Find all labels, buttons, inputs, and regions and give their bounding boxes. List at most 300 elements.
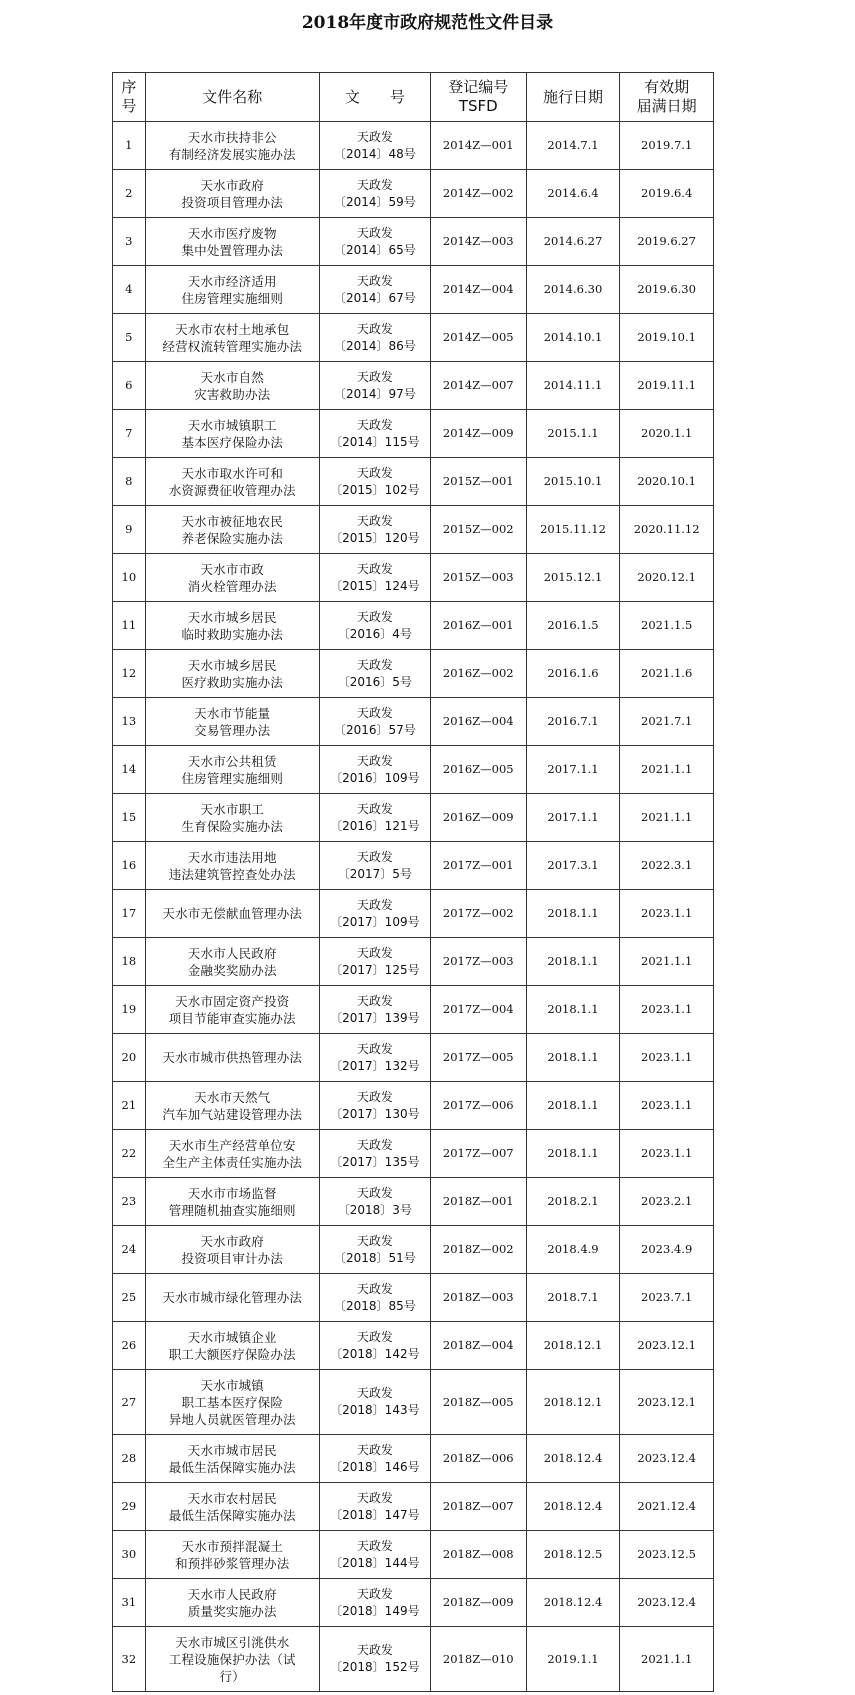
expiry-date-cell: 2023.12.1 [620, 1370, 714, 1435]
doc-number-cell [319, 602, 430, 650]
expiry-date-cell: 2019.6.30 [620, 266, 714, 314]
doc-number-line: 〔2017〕125号 [330, 962, 420, 977]
row-number-cell: 7 [113, 410, 146, 458]
doc-number-cell [319, 650, 430, 698]
header-expiry-date [620, 73, 714, 122]
expiry-date-cell: 2023.1.1 [620, 890, 714, 938]
row-number-cell: 29 [113, 1483, 146, 1531]
expiry-date-cell: 2021.7.1 [620, 698, 714, 746]
doc-number-line: 〔2018〕85号 [333, 1298, 416, 1313]
doc-number-cell [319, 1322, 430, 1370]
doc-number-cell [319, 170, 430, 218]
table-row [113, 1579, 714, 1627]
doc-number-line: 天政发 [356, 1442, 393, 1457]
file-name-line: 天水市城乡居民 [187, 609, 277, 625]
file-name-line: 住房管理实施细则 [181, 770, 284, 786]
doc-number-cell [319, 1082, 430, 1130]
doc-number-line: 天政发 [356, 609, 393, 624]
file-name-cell [145, 602, 319, 650]
doc-number-line: 天政发 [356, 1329, 393, 1344]
table-row [113, 1130, 714, 1178]
file-name-line: 天水市医疗废物 [187, 225, 277, 241]
file-name-line: 天水市城市居民 [187, 1442, 277, 1458]
file-name-line: 天水市农村居民 [187, 1490, 277, 1506]
file-name-line: 违法建筑管控查处办法 [168, 866, 296, 882]
doc-number-line: 天政发 [356, 1185, 393, 1200]
doc-number-line: 天政发 [356, 129, 393, 144]
file-name-cell [145, 938, 319, 986]
expiry-date-cell: 2023.1.1 [620, 1130, 714, 1178]
table-row [113, 314, 714, 362]
file-name-line: 质量奖实施办法 [187, 1603, 277, 1619]
file-name-line: 天水市节能量 [194, 705, 271, 721]
registration-number-cell: 2016Z—002 [430, 650, 526, 698]
header-no-line: 序 [121, 78, 137, 96]
effective-date-cell: 2017.3.1 [526, 842, 620, 890]
registration-number-cell: 2014Z—001 [430, 122, 526, 170]
file-name-line: 金融奖奖励办法 [187, 962, 277, 978]
doc-number-line: 天政发 [356, 321, 393, 336]
registration-number-cell: 2018Z—005 [430, 1370, 526, 1435]
row-number-cell: 30 [113, 1531, 146, 1579]
file-name-line: 交易管理办法 [194, 722, 271, 738]
doc-number-line: 〔2014〕67号 [333, 290, 416, 305]
effective-date-cell: 2019.1.1 [526, 1627, 620, 1692]
file-name-cell [145, 170, 319, 218]
file-name-line: 天水市农村土地承包 [175, 321, 290, 337]
registration-number-cell: 2018Z—007 [430, 1483, 526, 1531]
file-name-line: 工程设施保护办法（试 [168, 1651, 296, 1667]
file-name-line: 项目节能审查实施办法 [168, 1010, 296, 1026]
file-name-cell [145, 362, 319, 410]
doc-number-line: 〔2014〕48号 [333, 146, 416, 161]
file-name-cell [145, 1579, 319, 1627]
doc-number-line: 〔2017〕130号 [330, 1106, 420, 1121]
expiry-date-cell: 2021.1.1 [620, 794, 714, 842]
header-reg-line: 登记编号 [448, 78, 509, 96]
registration-number-cell: 2017Z—004 [430, 986, 526, 1034]
header-expiry-line: 有效期 [644, 78, 690, 96]
doc-number-cell [319, 938, 430, 986]
table-row [113, 506, 714, 554]
doc-number-cell [319, 1226, 430, 1274]
doc-number-line: 天政发 [356, 561, 393, 576]
registration-number-cell: 2018Z—010 [430, 1627, 526, 1692]
file-name-cell [145, 554, 319, 602]
file-name-line: 最低生活保障实施办法 [168, 1459, 296, 1475]
table-row [113, 650, 714, 698]
file-name-line: 天水市固定资产投资 [175, 993, 290, 1009]
expiry-date-cell: 2023.4.9 [620, 1226, 714, 1274]
file-name-line: 天水市取水许可和 [181, 465, 284, 481]
file-name-cell [145, 842, 319, 890]
row-number-cell: 31 [113, 1579, 146, 1627]
header-effective-date: 施行日期 [526, 73, 620, 122]
file-name-line: 异地人员就医管理办法 [168, 1411, 296, 1427]
doc-number-line: 天政发 [356, 1386, 393, 1400]
row-number-cell: 20 [113, 1034, 146, 1082]
doc-number-cell [319, 554, 430, 602]
registration-number-cell: 2016Z—004 [430, 698, 526, 746]
file-name-cell [145, 1034, 319, 1082]
file-name-cell [145, 122, 319, 170]
doc-number-line: 〔2014〕115号 [330, 434, 420, 449]
table-row [113, 890, 714, 938]
doc-number-line: 天政发 [356, 513, 393, 528]
effective-date-cell: 2014.10.1 [526, 314, 620, 362]
row-number-cell: 11 [113, 602, 146, 650]
file-name-line: 天水市城区引洮供水 [175, 1634, 290, 1650]
file-name-line: 天水市城镇企业 [187, 1329, 277, 1345]
file-name-cell [145, 1178, 319, 1226]
doc-number-cell [319, 1483, 430, 1531]
expiry-date-cell: 2023.12.5 [620, 1531, 714, 1579]
doc-number-line: 天政发 [356, 801, 393, 816]
row-number-cell: 6 [113, 362, 146, 410]
doc-number-line: 〔2015〕124号 [330, 578, 420, 593]
header-doc-number: 文 号 [319, 73, 430, 122]
file-name-line: 经营权流转管理实施办法 [162, 338, 303, 354]
file-name-line: 住房管理实施细则 [181, 290, 284, 306]
table-row [113, 1034, 714, 1082]
registration-number-cell: 2015Z—003 [430, 554, 526, 602]
doc-number-line: 天政发 [356, 1643, 393, 1657]
table-row [113, 986, 714, 1034]
file-name-line: 天水市市政 [200, 561, 264, 577]
expiry-date-cell: 2023.12.4 [620, 1579, 714, 1627]
effective-date-cell: 2017.1.1 [526, 746, 620, 794]
doc-number-cell [319, 1435, 430, 1483]
file-name-line: 管理随机抽查实施细则 [168, 1202, 296, 1218]
row-number-cell: 3 [113, 218, 146, 266]
file-name-line: 天水市公共租赁 [187, 753, 277, 769]
doc-number-cell [319, 986, 430, 1034]
file-name-line: 天水市扶持非公 [187, 129, 277, 145]
file-name-line: 天水市无偿献血管理办法 [162, 906, 303, 921]
doc-number-cell [319, 1370, 430, 1435]
registration-number-cell: 2016Z—005 [430, 746, 526, 794]
table-row [113, 746, 714, 794]
table-row [113, 410, 714, 458]
file-name-line: 职工基本医疗保险 [181, 1394, 284, 1410]
doc-number-line: 天政发 [356, 273, 393, 288]
effective-date-cell: 2018.12.4 [526, 1435, 620, 1483]
doc-number-cell [319, 746, 430, 794]
file-name-cell [145, 410, 319, 458]
file-name-cell [145, 650, 319, 698]
expiry-date-cell: 2022.3.1 [620, 842, 714, 890]
file-name-line: 天水市城市供热管理办法 [162, 1050, 303, 1065]
doc-number-cell [319, 1579, 430, 1627]
registration-number-cell: 2014Z—002 [430, 170, 526, 218]
table-row [113, 266, 714, 314]
row-number-cell: 18 [113, 938, 146, 986]
row-number-cell: 16 [113, 842, 146, 890]
file-name-cell [145, 1274, 319, 1322]
effective-date-cell: 2018.12.1 [526, 1370, 620, 1435]
doc-number-cell [319, 794, 430, 842]
file-name-line: 天水市预拌混凝土 [181, 1538, 284, 1554]
registration-number-cell: 2018Z—004 [430, 1322, 526, 1370]
expiry-date-cell: 2021.12.4 [620, 1483, 714, 1531]
doc-number-line: 〔2016〕4号 [337, 626, 412, 641]
doc-number-cell [319, 1627, 430, 1692]
doc-number-line: 天政发 [356, 1041, 393, 1056]
file-name-line: 天水市城市绿化管理办法 [162, 1290, 303, 1305]
file-name-line: 天水市城乡居民 [187, 657, 277, 673]
table-row [113, 938, 714, 986]
expiry-date-cell: 2019.7.1 [620, 122, 714, 170]
doc-number-line: 天政发 [356, 177, 393, 192]
effective-date-cell: 2018.12.4 [526, 1579, 620, 1627]
effective-date-cell: 2018.7.1 [526, 1274, 620, 1322]
row-number-cell: 23 [113, 1178, 146, 1226]
registration-number-cell: 2014Z—005 [430, 314, 526, 362]
table-row [113, 602, 714, 650]
file-name-line: 消火栓管理办法 [187, 578, 277, 594]
file-name-line: 天水市职工 [200, 801, 264, 817]
effective-date-cell: 2018.2.1 [526, 1178, 620, 1226]
doc-number-line: 〔2018〕146号 [330, 1459, 420, 1474]
file-name-cell [145, 458, 319, 506]
file-name-line: 天水市政府 [200, 177, 264, 193]
registration-number-cell: 2014Z—004 [430, 266, 526, 314]
row-number-cell: 27 [113, 1370, 146, 1435]
expiry-date-cell: 2020.12.1 [620, 554, 714, 602]
effective-date-cell: 2018.12.5 [526, 1531, 620, 1579]
effective-date-cell: 2018.1.1 [526, 1130, 620, 1178]
doc-number-line: 天政发 [356, 1089, 393, 1104]
file-name-line: 投资项目管理办法 [181, 194, 284, 210]
file-name-cell [145, 506, 319, 554]
row-number-cell: 32 [113, 1627, 146, 1692]
file-name-line: 天水市城镇 [200, 1377, 264, 1393]
expiry-date-cell: 2021.1.1 [620, 938, 714, 986]
file-name-cell [145, 1531, 319, 1579]
doc-number-line: 天政发 [356, 1281, 393, 1296]
effective-date-cell: 2016.7.1 [526, 698, 620, 746]
registration-number-cell: 2017Z—003 [430, 938, 526, 986]
row-number-cell: 26 [113, 1322, 146, 1370]
row-number-cell: 24 [113, 1226, 146, 1274]
effective-date-cell: 2014.7.1 [526, 122, 620, 170]
table-header-row [113, 73, 714, 122]
doc-number-cell [319, 218, 430, 266]
doc-number-cell [319, 122, 430, 170]
registration-number-cell: 2018Z—009 [430, 1579, 526, 1627]
effective-date-cell: 2014.6.30 [526, 266, 620, 314]
file-name-line: 行） [219, 1668, 245, 1684]
file-name-cell [145, 1082, 319, 1130]
doc-number-cell [319, 410, 430, 458]
expiry-date-cell: 2023.12.1 [620, 1322, 714, 1370]
file-name-cell [145, 218, 319, 266]
table-row [113, 170, 714, 218]
row-number-cell: 19 [113, 986, 146, 1034]
doc-number-cell [319, 1178, 430, 1226]
registration-number-cell: 2018Z—008 [430, 1531, 526, 1579]
table-row [113, 1627, 714, 1692]
file-name-line: 灾害救助办法 [194, 386, 271, 402]
table-body [113, 122, 714, 1692]
file-name-line: 天水市自然 [200, 369, 264, 385]
expiry-date-cell: 2021.1.6 [620, 650, 714, 698]
header-no-line: 号 [121, 97, 137, 115]
doc-number-line: 〔2018〕152号 [330, 1660, 420, 1674]
registration-number-cell: 2018Z—003 [430, 1274, 526, 1322]
file-name-line: 汽车加气站建设管理办法 [162, 1106, 303, 1122]
doc-number-line: 〔2018〕51号 [333, 1250, 416, 1265]
file-name-line: 和预拌砂浆管理办法 [175, 1555, 290, 1571]
file-name-cell [145, 1130, 319, 1178]
doc-number-line: 〔2018〕3号 [337, 1202, 412, 1217]
registration-number-cell: 2014Z—003 [430, 218, 526, 266]
table-row [113, 1226, 714, 1274]
file-name-line: 最低生活保障实施办法 [168, 1507, 296, 1523]
effective-date-cell: 2015.10.1 [526, 458, 620, 506]
effective-date-cell: 2017.1.1 [526, 794, 620, 842]
file-name-cell [145, 1370, 319, 1435]
registration-number-cell: 2018Z—001 [430, 1178, 526, 1226]
expiry-date-cell: 2021.1.1 [620, 1627, 714, 1692]
expiry-date-cell: 2023.1.1 [620, 986, 714, 1034]
row-number-cell: 25 [113, 1274, 146, 1322]
table-row [113, 1435, 714, 1483]
table-row [113, 218, 714, 266]
registration-number-cell: 2016Z—009 [430, 794, 526, 842]
row-number-cell: 13 [113, 698, 146, 746]
file-name-cell [145, 1226, 319, 1274]
doc-number-cell [319, 314, 430, 362]
doc-number-line: 〔2017〕5号 [337, 866, 412, 881]
file-name-cell [145, 314, 319, 362]
file-name-cell [145, 1322, 319, 1370]
row-number-cell: 2 [113, 170, 146, 218]
doc-number-line: 天政发 [356, 849, 393, 864]
registration-number-cell: 2015Z—002 [430, 506, 526, 554]
row-number-cell: 21 [113, 1082, 146, 1130]
effective-date-cell: 2018.1.1 [526, 986, 620, 1034]
doc-number-line: 天政发 [356, 1233, 393, 1248]
file-name-line: 职工大额医疗保险办法 [168, 1346, 296, 1362]
header-no [113, 73, 146, 122]
doc-number-line: 天政发 [356, 1538, 393, 1553]
table-row [113, 1531, 714, 1579]
doc-number-line: 天政发 [356, 1490, 393, 1505]
row-number-cell: 14 [113, 746, 146, 794]
table-row [113, 842, 714, 890]
row-number-cell: 28 [113, 1435, 146, 1483]
file-name-cell [145, 698, 319, 746]
row-number-cell: 17 [113, 890, 146, 938]
registration-number-cell: 2018Z—006 [430, 1435, 526, 1483]
registration-number-cell: 2017Z—005 [430, 1034, 526, 1082]
effective-date-cell: 2018.1.1 [526, 890, 620, 938]
header-expiry-line: 届满日期 [636, 97, 697, 115]
row-number-cell: 8 [113, 458, 146, 506]
file-name-line: 天水市人民政府 [187, 1586, 277, 1602]
file-name-line: 水资源费征收管理办法 [168, 482, 296, 498]
doc-number-line: 天政发 [356, 897, 393, 912]
doc-number-line: 天政发 [356, 225, 393, 240]
file-name-cell [145, 890, 319, 938]
registration-number-cell: 2018Z—002 [430, 1226, 526, 1274]
header-file-name: 文件名称 [145, 73, 319, 122]
table-row [113, 1370, 714, 1435]
doc-number-line: 〔2018〕143号 [330, 1403, 420, 1417]
expiry-date-cell: 2020.11.12 [620, 506, 714, 554]
file-name-line: 天水市天然气 [194, 1089, 271, 1105]
expiry-date-cell: 2019.6.27 [620, 218, 714, 266]
doc-number-cell [319, 458, 430, 506]
file-name-line: 基本医疗保险办法 [181, 434, 284, 450]
table-row [113, 1322, 714, 1370]
header-reg-line: TSFD [458, 97, 498, 115]
registration-number-cell: 2014Z—007 [430, 362, 526, 410]
expiry-date-cell: 2021.1.5 [620, 602, 714, 650]
row-number-cell: 10 [113, 554, 146, 602]
file-name-line: 天水市人民政府 [187, 945, 277, 961]
effective-date-cell: 2015.1.1 [526, 410, 620, 458]
table-row [113, 122, 714, 170]
doc-number-line: 〔2017〕109号 [330, 914, 420, 929]
effective-date-cell: 2014.6.4 [526, 170, 620, 218]
expiry-date-cell: 2023.1.1 [620, 1082, 714, 1130]
doc-number-cell [319, 698, 430, 746]
doc-number-line: 〔2017〕135号 [330, 1154, 420, 1169]
document-catalog-table [112, 72, 714, 1692]
doc-number-line: 〔2017〕139号 [330, 1010, 420, 1025]
expiry-date-cell: 2020.10.1 [620, 458, 714, 506]
effective-date-cell: 2018.4.9 [526, 1226, 620, 1274]
doc-number-line: 〔2016〕57号 [333, 722, 416, 737]
file-name-line: 临时救助实施办法 [181, 626, 284, 642]
file-name-line: 集中处置管理办法 [181, 242, 284, 258]
expiry-date-cell: 2019.6.4 [620, 170, 714, 218]
file-name-line: 医疗救助实施办法 [181, 674, 284, 690]
page-title: 2018年度市政府规范性文件目录 [301, 13, 554, 33]
file-name-line: 生育保险实施办法 [181, 818, 284, 834]
doc-number-line: 天政发 [356, 993, 393, 1008]
registration-number-cell: 2016Z—001 [430, 602, 526, 650]
doc-number-line: 〔2018〕144号 [330, 1555, 420, 1570]
row-number-cell: 5 [113, 314, 146, 362]
row-number-cell: 4 [113, 266, 146, 314]
doc-number-line: 天政发 [356, 753, 393, 768]
doc-number-cell [319, 1274, 430, 1322]
doc-number-line: 〔2014〕97号 [333, 386, 416, 401]
row-number-cell: 12 [113, 650, 146, 698]
effective-date-cell: 2018.12.1 [526, 1322, 620, 1370]
doc-number-line: 〔2018〕147号 [330, 1507, 420, 1522]
expiry-date-cell: 2023.12.4 [620, 1435, 714, 1483]
doc-number-cell [319, 506, 430, 554]
file-name-cell [145, 1435, 319, 1483]
effective-date-cell: 2016.1.5 [526, 602, 620, 650]
file-name-line: 天水市市场监督 [187, 1185, 277, 1201]
table-row [113, 794, 714, 842]
table-row [113, 1178, 714, 1226]
registration-number-cell: 2017Z—007 [430, 1130, 526, 1178]
file-name-line: 养老保险实施办法 [181, 530, 284, 546]
doc-number-line: 〔2016〕121号 [330, 818, 420, 833]
doc-number-line: 〔2015〕102号 [330, 482, 420, 497]
file-name-line: 天水市生产经营单位安 [168, 1137, 296, 1153]
effective-date-cell: 2015.12.1 [526, 554, 620, 602]
file-name-line: 天水市政府 [200, 1233, 264, 1249]
table-row [113, 1082, 714, 1130]
file-name-cell [145, 746, 319, 794]
